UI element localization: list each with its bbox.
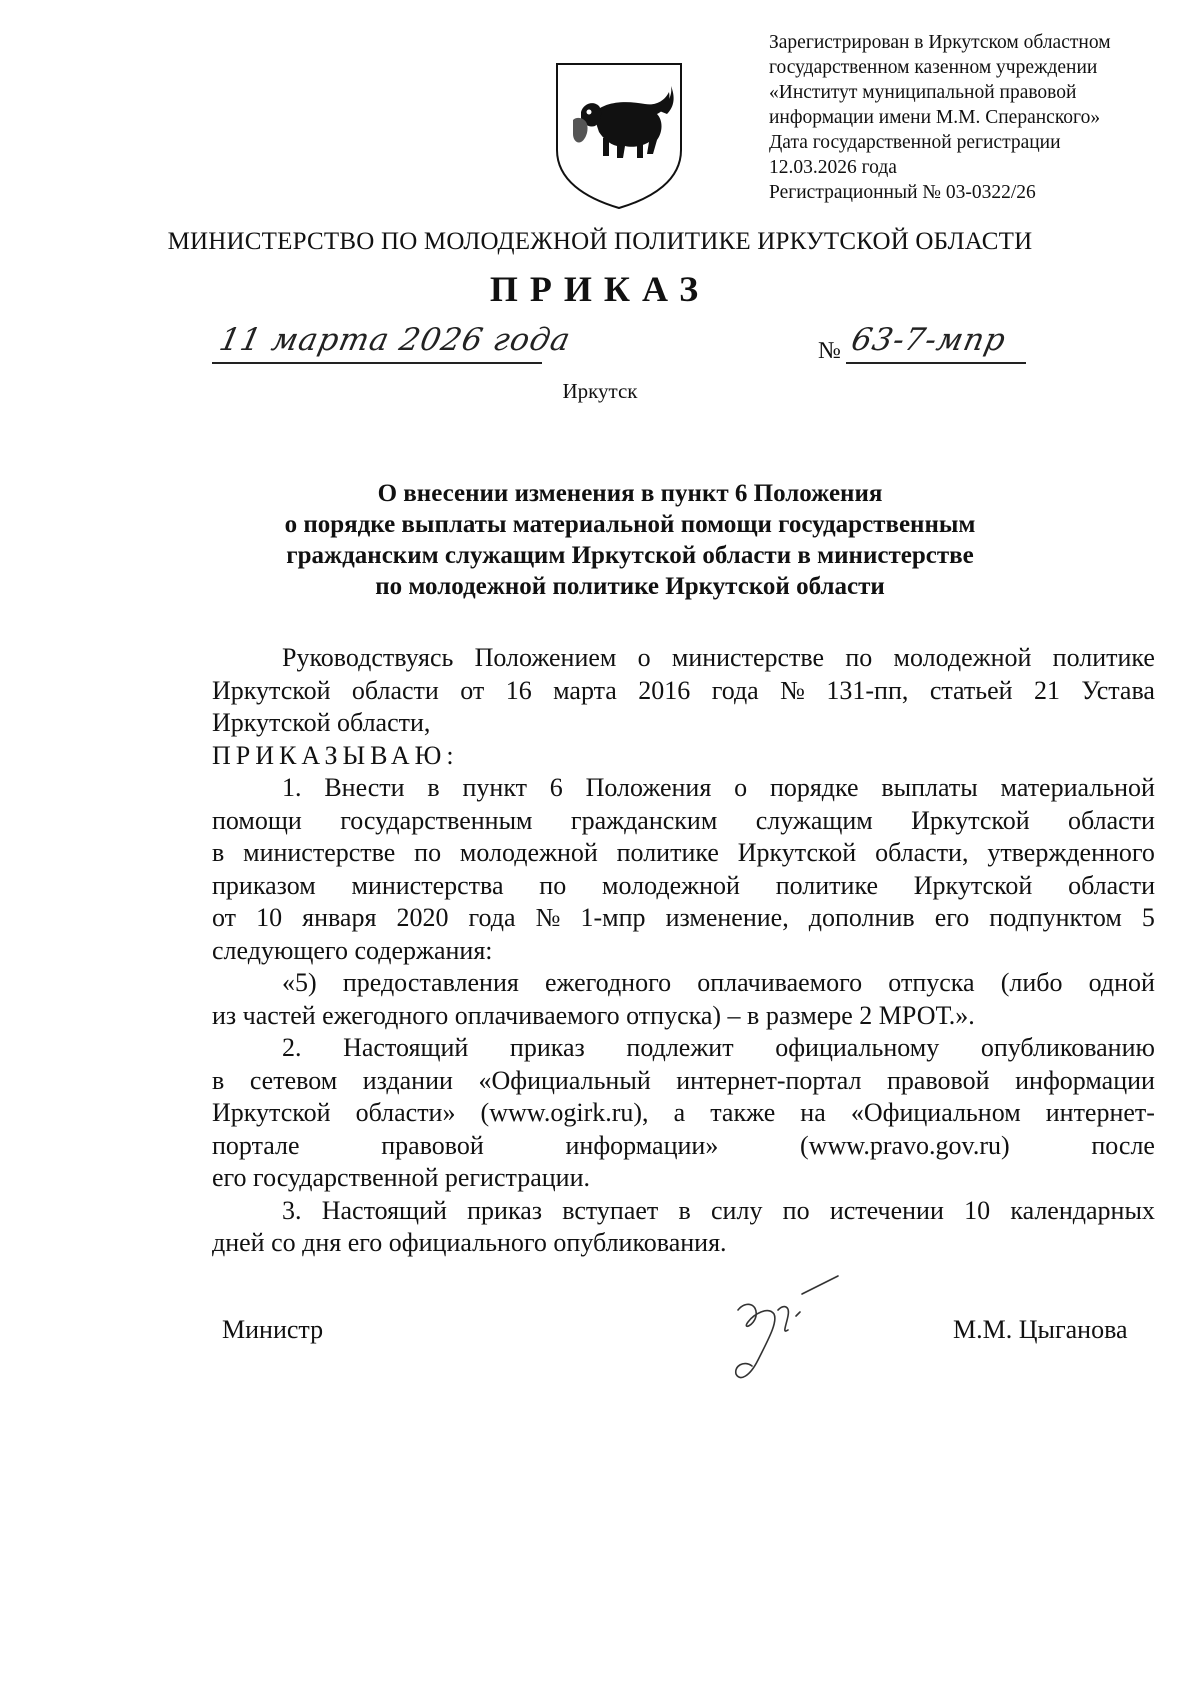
date-underline xyxy=(212,362,542,364)
body-line xyxy=(212,1032,1155,1065)
registration-line: Дата государственной регистрации xyxy=(769,132,1061,153)
coat-of-arms-emblem xyxy=(553,62,685,210)
subject-line: О внесении изменения в пункт 6 Положения xyxy=(377,480,883,507)
subject-line: о порядке выплаты материальной помощи государственным xyxy=(284,511,976,538)
body-line: его государственной регистрации. xyxy=(212,1163,590,1192)
registration-line: государственном казенном учреждении xyxy=(769,57,1098,78)
word: официальному xyxy=(775,1033,940,1062)
word: 1. xyxy=(282,773,302,802)
word: информации xyxy=(1015,1065,1155,1095)
babr-emblem-icon xyxy=(553,62,685,210)
word: подпунктом xyxy=(989,903,1122,932)
word: Положением xyxy=(474,643,617,672)
word: на xyxy=(800,1098,826,1127)
city-name: Иркутск xyxy=(562,379,638,403)
word: политике xyxy=(1052,643,1155,672)
word: утвержденного xyxy=(987,838,1155,867)
registration-line: информации имени М.М. Сперанского» xyxy=(769,107,1101,128)
word: в xyxy=(212,838,225,867)
word: календарных xyxy=(1010,1195,1155,1225)
number-underline xyxy=(846,362,1026,364)
body-line: Иркутской области, xyxy=(212,708,431,737)
word: в xyxy=(212,1065,225,1095)
word: марта xyxy=(553,675,617,705)
body-line xyxy=(212,1097,1155,1130)
body-line xyxy=(212,675,1155,708)
registration-line: Зарегистрирован в Иркутском областном xyxy=(769,32,1111,53)
word: 2. xyxy=(282,1033,302,1062)
document-subject xyxy=(200,478,1060,602)
subject-line: гражданским служащим Иркутской области в министерстве xyxy=(286,542,974,569)
registration-line: Регистрационный № 03-0322/26 xyxy=(769,182,1036,203)
word: от xyxy=(212,903,237,932)
handwritten-date: 11 марта 2026 года xyxy=(216,322,575,358)
word: о xyxy=(637,643,651,672)
word: области, xyxy=(875,838,969,867)
word: в xyxy=(678,1195,691,1225)
word: 10 xyxy=(256,903,283,932)
document-type-title: ПРИКАЗ xyxy=(489,269,711,309)
body-line xyxy=(212,1065,1155,1098)
word: пункт xyxy=(462,773,527,802)
signer-role: Министр xyxy=(222,1315,324,1344)
word: 10 xyxy=(964,1195,991,1225)
word: интернет- xyxy=(1045,1098,1155,1127)
body-line xyxy=(212,1130,1155,1163)
signer-name: М.М. Цыганова xyxy=(953,1315,1128,1344)
registration-line: 12.03.2026 года xyxy=(769,157,897,178)
word: министерстве xyxy=(243,838,396,867)
word: № xyxy=(780,675,805,705)
word: Настоящий xyxy=(343,1033,469,1062)
word: января xyxy=(302,903,377,932)
word: «Официальном xyxy=(850,1098,1021,1127)
body-line xyxy=(212,642,1155,675)
word: после xyxy=(1091,1130,1155,1160)
word: 1-мпр xyxy=(580,903,646,932)
word: а xyxy=(673,1098,686,1127)
word: 2016 xyxy=(638,675,691,705)
subject-line: по молодежной политике Иркутской области xyxy=(375,573,885,600)
word: (www.pravo.gov.ru) xyxy=(800,1130,1010,1160)
word: области» xyxy=(355,1098,456,1127)
word: (www.ogirk.ru), xyxy=(480,1098,649,1127)
word: вступает xyxy=(562,1195,659,1225)
word: государственным xyxy=(340,805,533,835)
word: помощи xyxy=(212,805,302,835)
word: от xyxy=(460,675,485,705)
word: по xyxy=(845,643,873,672)
word: предоставления xyxy=(342,968,519,997)
word: изменение, xyxy=(665,903,789,932)
handwritten-signature xyxy=(718,1270,868,1400)
body-line xyxy=(212,772,1155,805)
word: (либо xyxy=(1000,968,1063,997)
word: статьей xyxy=(929,675,1013,705)
word: материальной xyxy=(1000,773,1155,802)
word: также xyxy=(710,1098,776,1127)
word: области xyxy=(1068,870,1155,900)
word: 5 xyxy=(1141,903,1155,932)
word: издании xyxy=(362,1065,453,1095)
word: Иркутской xyxy=(212,675,331,705)
ministry-name: МИНИСТЕРСТВО ПО МОЛОДЕЖНОЙ ПОЛИТИКЕ ИРКУТСКОЙ ОБЛАСТИ xyxy=(167,228,1033,255)
word: информации» xyxy=(565,1130,719,1160)
body-line xyxy=(212,870,1155,903)
word: года xyxy=(711,675,759,705)
body-line xyxy=(212,837,1155,870)
word: его xyxy=(934,903,970,932)
document-body xyxy=(212,642,1155,1260)
number-label: № xyxy=(818,338,841,364)
word: политике xyxy=(616,838,719,867)
word: политике xyxy=(775,870,878,900)
body-line xyxy=(212,967,1155,1000)
word: 2020 xyxy=(396,903,449,932)
word: 6 xyxy=(549,773,563,802)
word: приказ xyxy=(467,1195,543,1225)
word: 21 xyxy=(1034,675,1060,705)
word: «Официальный xyxy=(478,1065,651,1095)
word: министерстве xyxy=(671,643,825,672)
word: служащим xyxy=(755,805,873,835)
word: в xyxy=(427,773,440,802)
word: 16 xyxy=(505,675,532,705)
word: опубликованию xyxy=(980,1033,1155,1062)
word: № xyxy=(535,903,561,932)
word: Руководствуясь xyxy=(282,643,454,672)
word: порядке xyxy=(769,773,859,802)
registration-line: «Институт муниципальной правовой xyxy=(769,82,1077,103)
word: отпуска xyxy=(888,968,975,997)
word: истечении xyxy=(829,1195,944,1225)
word: года xyxy=(468,903,516,932)
word: министерства xyxy=(351,870,504,900)
word: правовой xyxy=(887,1065,990,1095)
word: молодежной xyxy=(459,838,598,867)
word: правовой xyxy=(381,1130,484,1160)
word: 131-пп, xyxy=(826,675,909,705)
word: интернет-портал xyxy=(676,1065,862,1095)
word: молодежной xyxy=(602,870,740,900)
word: ежегодного xyxy=(544,968,672,997)
word: сетевом xyxy=(249,1065,338,1095)
word: по xyxy=(539,870,567,900)
word: выплаты xyxy=(881,773,978,802)
word: дополнив xyxy=(808,903,915,932)
word: подлежит xyxy=(626,1033,734,1062)
word: по xyxy=(414,838,442,867)
word: по xyxy=(782,1195,810,1225)
word: Иркутской xyxy=(212,1098,331,1127)
word: молодежной xyxy=(893,643,1032,672)
word: Положения xyxy=(585,773,712,802)
word: Иркутской xyxy=(911,805,1030,835)
word: портале xyxy=(212,1130,300,1160)
word: Настоящий xyxy=(321,1195,447,1225)
word: гражданским xyxy=(570,805,718,835)
word: «5) xyxy=(282,968,317,997)
body-line xyxy=(212,902,1155,935)
word: Иркутской xyxy=(913,870,1033,900)
body-line: следующего содержания: xyxy=(212,935,493,965)
order-word: ПРИКАЗЫВАЮ: xyxy=(212,740,459,770)
body-line xyxy=(212,1195,1155,1228)
word: приказ xyxy=(509,1033,585,1062)
word: Внести xyxy=(324,773,405,802)
body-line xyxy=(212,805,1155,838)
word: силу xyxy=(711,1195,763,1225)
word: одной xyxy=(1088,968,1155,997)
word: области xyxy=(1068,805,1155,835)
word: о xyxy=(734,773,748,802)
word: области xyxy=(351,675,439,705)
registration-note xyxy=(769,30,1169,205)
word: приказом xyxy=(212,870,316,900)
word: Иркутской xyxy=(737,838,857,867)
body-line: дней со дня его официального опубликования. xyxy=(212,1228,727,1257)
word: 3. xyxy=(282,1195,302,1225)
word: Устава xyxy=(1081,675,1155,705)
word: оплачиваемого xyxy=(697,968,863,997)
handwritten-number: 63-7-мпр xyxy=(848,322,1010,358)
body-line: из частей ежегодного оплачиваемого отпуска) – в размере 2 МРОТ.». xyxy=(212,1000,975,1030)
